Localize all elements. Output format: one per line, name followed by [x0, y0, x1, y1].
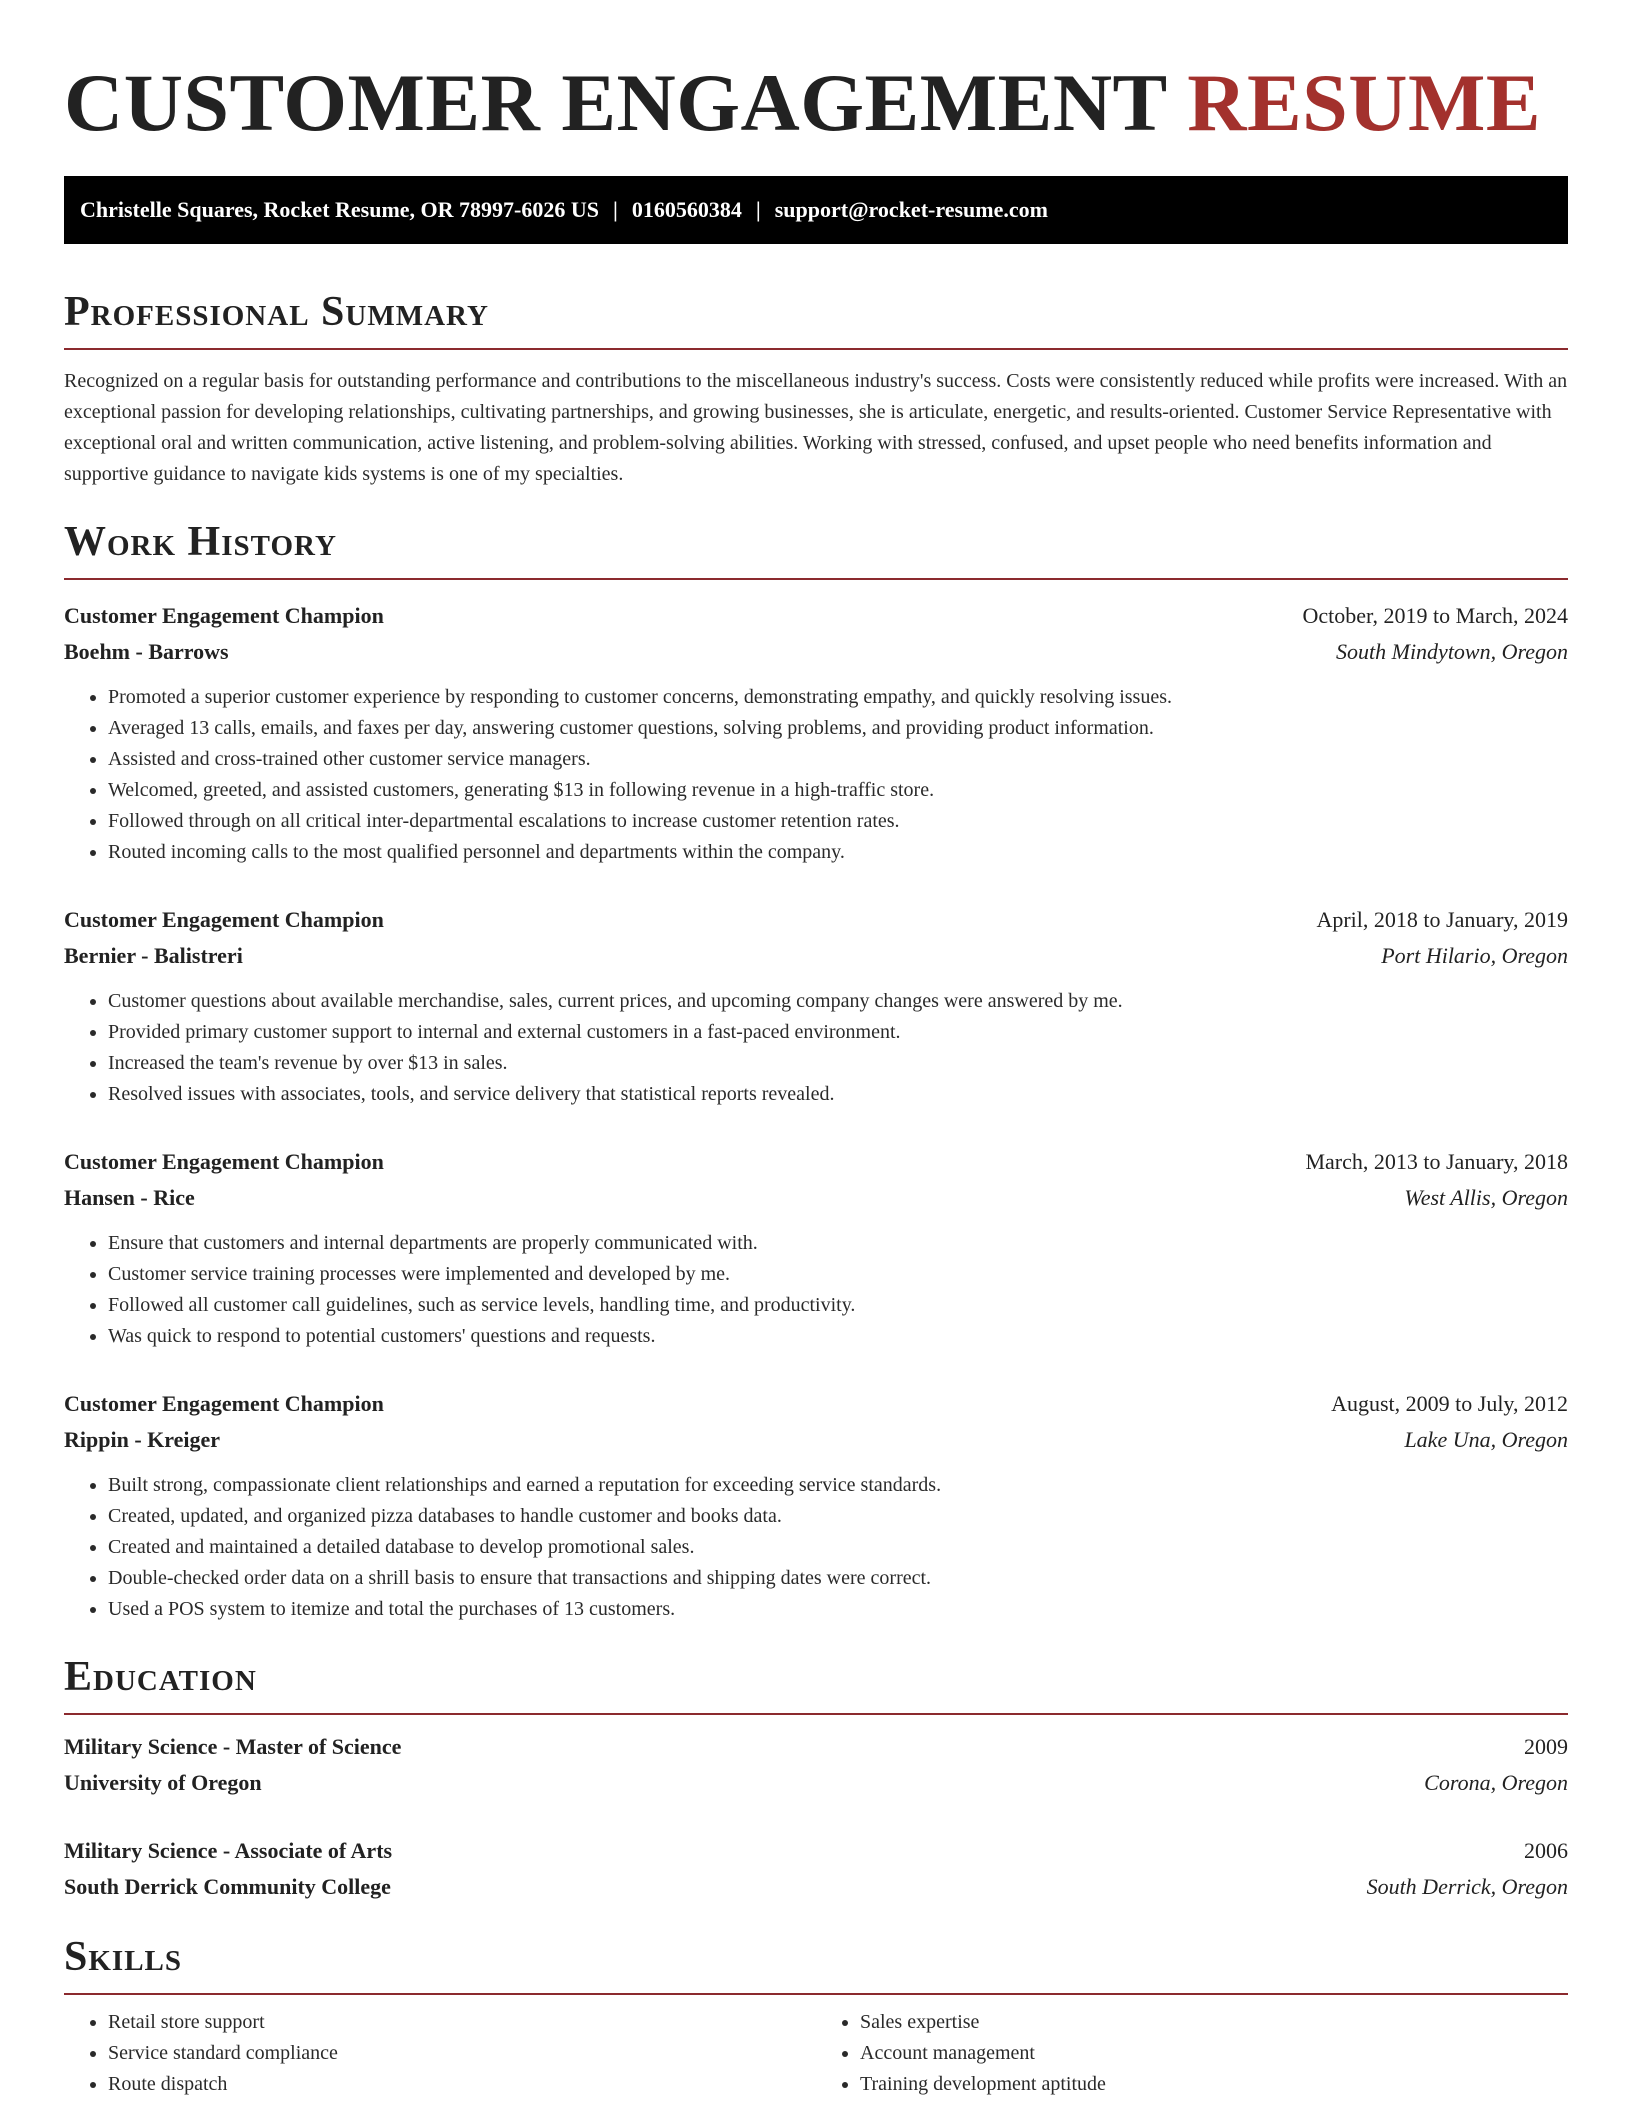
- job-bullet: • Routed incoming calls to the most qualified personnel and departments within the company.: [108, 837, 1568, 868]
- work-history-section: [64, 516, 1568, 1625]
- skill-item: • Retail store support: [108, 2007, 816, 2038]
- section-divider: [64, 1993, 1568, 1995]
- summary-section: [64, 286, 1568, 490]
- job-bullet: • Customer questions about available merchandise, sales, current prices, and upcoming company changes were answered by me.: [108, 986, 1568, 1017]
- job-bullet: • Double-checked order data on a shrill basis to ensure that transactions and shipping dates were correct.: [108, 1563, 1568, 1594]
- job-company-row: [64, 634, 1568, 670]
- summary-text: Recognized on a regular basis for outstanding performance and contributions to the miscellaneous industry's success. Costs were consistently reduced while profits were increased. With an exceptional passion for developing relationships, cultivating partnerships, and growing businesses, she is articulate, energetic, and results-oriented. Customer Service Representative with exceptional oral and written communication, active listening, and problem-solving abilities. Working with stressed, confused, and upset people who need benefits information and supportive guidance to navigate kids systems is one of my specialties.: [64, 370, 1568, 485]
- job-bullet: • Built strong, compassionate client relationships and earned a reputation for exceeding service standards.: [108, 1470, 1568, 1501]
- job-company: Hansen - Rice: [64, 1185, 195, 1210]
- job-bullet: • Created, updated, and organized pizza databases to handle customer and books data.: [108, 1501, 1568, 1532]
- education-location: South Derrick, Oregon: [1366, 1874, 1568, 1899]
- job-header-row: [64, 1144, 1568, 1180]
- contact-bar: [64, 176, 1568, 244]
- job-title: Customer Engagement Champion: [64, 907, 384, 932]
- job-header-row: [64, 1386, 1568, 1422]
- job-entry: [64, 902, 1568, 1110]
- job-location: Lake Una, Oregon: [1404, 1427, 1568, 1452]
- job-location: Port Hilario, Oregon: [1381, 943, 1568, 968]
- education-section: [64, 1651, 1568, 1905]
- section-divider: [64, 1713, 1568, 1715]
- job-location: South Mindytown, Oregon: [1336, 639, 1568, 664]
- education-year: 2006: [1524, 1838, 1568, 1863]
- skills-heading: Skills: [64, 1934, 183, 1980]
- job-bullet: • Resolved issues with associates, tools, and service delivery that statistical reports revealed.: [108, 1079, 1568, 1110]
- job-entry: [64, 1144, 1568, 1352]
- job-company-row: [64, 1180, 1568, 1216]
- job-bullet: • Provided primary customer support to internal and external customers in a fast-paced environment.: [108, 1017, 1568, 1048]
- job-dates: April, 2018 to January, 2019: [1316, 907, 1568, 932]
- section-divider: [64, 348, 1568, 350]
- job-title: Customer Engagement Champion: [64, 1391, 384, 1416]
- job-bullet: • Increased the team's revenue by over $13 in sales.: [108, 1048, 1568, 1079]
- education-degree: Military Science - Master of Science: [64, 1734, 402, 1759]
- skills-columns: [64, 2007, 1568, 2100]
- job-bullet: • Welcomed, greeted, and assisted customers, generating $13 in following revenue in a high-traffic store.: [108, 775, 1568, 806]
- title-main: CUSTOMER ENGAGEMENT: [64, 57, 1167, 148]
- job-entry: [64, 1386, 1568, 1625]
- skills-list-left: [64, 2007, 816, 2100]
- job-dates: August, 2009 to July, 2012: [1331, 1391, 1568, 1416]
- education-entry: [64, 1833, 1568, 1905]
- job-bullet: • Used a POS system to itemize and total the purchases of 13 customers.: [108, 1594, 1568, 1625]
- title-accent: RESUME: [1187, 57, 1542, 148]
- job-title: Customer Engagement Champion: [64, 603, 384, 628]
- education-school-row: [64, 1765, 1568, 1801]
- resume-title: [64, 0, 1568, 176]
- skill-item: • Service standard compliance: [108, 2038, 816, 2069]
- education-school: University of Oregon: [64, 1770, 262, 1795]
- job-bullet: • Created and maintained a detailed database to develop promotional sales.: [108, 1532, 1568, 1563]
- contact-separator: |: [755, 197, 761, 222]
- job-bullet: • Followed through on all critical inter-departmental escalations to increase customer retention rates.: [108, 806, 1568, 837]
- education-heading: Education: [64, 1654, 257, 1700]
- contact-separator: |: [613, 197, 618, 222]
- job-bullets: [64, 1470, 1568, 1625]
- education-entry: [64, 1729, 1568, 1801]
- skill-item: • Sales expertise: [860, 2007, 1568, 2038]
- skill-item: • Account management: [860, 2038, 1568, 2069]
- education-location: Corona, Oregon: [1424, 1770, 1568, 1795]
- contact-email[interactable]: support@rocket-resume.com: [774, 197, 1048, 222]
- job-location: West Allis, Oregon: [1404, 1185, 1568, 1210]
- contact-phone: 0160560384: [631, 197, 742, 222]
- job-bullet: • Customer service training processes were implemented and developed by me.: [108, 1259, 1568, 1290]
- job-bullets: [64, 1228, 1568, 1352]
- job-entry: [64, 598, 1568, 868]
- skill-item: • Training development aptitude: [860, 2069, 1568, 2100]
- education-degree: Military Science - Associate of Arts: [64, 1838, 393, 1863]
- job-title: Customer Engagement Champion: [64, 1149, 384, 1174]
- education-degree-row: [64, 1833, 1568, 1869]
- job-bullets: [64, 682, 1568, 868]
- summary-heading: Professional Summary: [64, 289, 489, 335]
- job-company-row: [64, 1422, 1568, 1458]
- education-school-row: [64, 1869, 1568, 1905]
- job-dates: March, 2013 to January, 2018: [1305, 1149, 1568, 1174]
- skill-item: • Route dispatch: [108, 2069, 816, 2100]
- contact-address: Christelle Squares, Rocket Resume, OR 78997-6026 US: [80, 197, 600, 222]
- job-bullet: • Assisted and cross-trained other customer service managers.: [108, 744, 1568, 775]
- job-company-row: [64, 938, 1568, 974]
- skills-list-right: [816, 2007, 1568, 2100]
- job-bullet: • Followed all customer call guidelines, such as service levels, handling time, and productivity.: [108, 1290, 1568, 1321]
- work-history-heading: Work History: [64, 519, 337, 565]
- section-divider: [64, 578, 1568, 580]
- job-dates: October, 2019 to March, 2024: [1302, 603, 1568, 628]
- job-company: Rippin - Kreiger: [64, 1427, 221, 1452]
- job-header-row: [64, 902, 1568, 938]
- skills-section: [64, 1931, 1568, 2100]
- job-bullet: • Was quick to respond to potential customers' questions and requests.: [108, 1321, 1568, 1352]
- job-company: Boehm - Barrows: [64, 639, 229, 664]
- job-header-row: [64, 598, 1568, 634]
- job-company: Bernier - Balistreri: [64, 943, 243, 968]
- job-bullets: [64, 986, 1568, 1110]
- job-bullet: • Promoted a superior customer experience by responding to customer concerns, demonstrating empathy, and quickly resolving issues.: [108, 682, 1568, 713]
- education-degree-row: [64, 1729, 1568, 1765]
- job-bullet: • Averaged 13 calls, emails, and faxes per day, answering customer questions, solving problems, and providing product information.: [108, 713, 1568, 744]
- education-year: 2009: [1524, 1734, 1568, 1759]
- job-bullet: • Ensure that customers and internal departments are properly communicated with.: [108, 1228, 1568, 1259]
- education-school: South Derrick Community College: [64, 1874, 391, 1899]
